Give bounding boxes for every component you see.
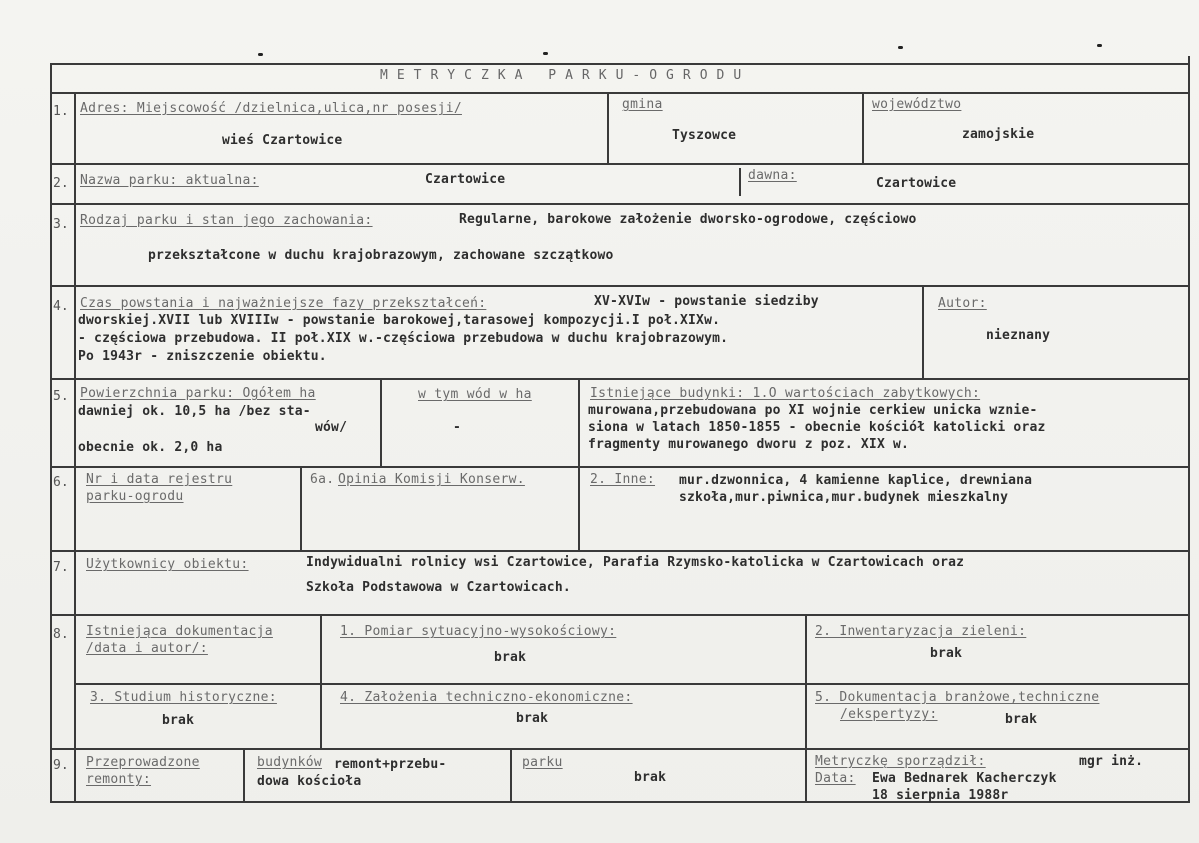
row-separator [50, 92, 1190, 94]
col-separator [380, 378, 382, 466]
frame-right [1188, 56, 1190, 803]
register-label-line1: Nr i data rejestru [86, 472, 233, 487]
area-label: Powierzchnia parku: Ogółem ha [80, 386, 316, 401]
frame-top [50, 63, 1190, 65]
historical-study-value: brak [162, 713, 195, 728]
tech-econ-label: 4. Założenia techniczno-ekonomiczne: [340, 690, 633, 705]
buildings-line1: murowana,przebudowana po XI wojnie cerkiew unicka wznie- [588, 403, 1038, 418]
col-separator [607, 92, 609, 163]
opinion-label: Opinia Komisji Konserw. [338, 472, 525, 487]
park-type-line1: Regularne, barokowe założenie dworsko-ogrodowe, częściowo [459, 212, 917, 227]
old-name-label: dawna: [748, 168, 797, 183]
col-separator [805, 748, 807, 801]
col-separator [320, 614, 322, 748]
buildings-line3: fragmenty murowanego dworu z poz. XIX w. [588, 437, 910, 452]
hole-mark [898, 46, 903, 49]
historical-study-label: 3. Studium historyczne: [90, 690, 277, 705]
address-value: wieś Czartowice [222, 133, 343, 148]
col-separator [578, 378, 580, 550]
renovations-label-line1: Przeprowadzone [86, 755, 200, 770]
row-separator [50, 748, 1190, 750]
history-line4: Po 1943r - zniszczenie obiektu. [78, 349, 327, 364]
section-number: 4. [53, 299, 69, 314]
buildings-renovation-value2: dowa kościoła [257, 774, 362, 789]
history-line3: - częściowa przebudowa. II poł.XIX w.-częściowa przebudowa w duchu krajobrazowym. [78, 331, 729, 346]
frame-bottom [50, 801, 1190, 803]
opinion-number: 6a. [310, 472, 335, 487]
users-line2: Szkoła Podstawowa w Czartowicach. [306, 580, 571, 595]
documentation-label-line1: Istniejąca dokumentacja [86, 624, 273, 639]
park-renovation-label: parku [522, 755, 563, 770]
row-separator [50, 550, 1190, 552]
buildings-line2: siona w latach 1850-1855 - obecnie kościół katolicki oraz [588, 420, 1046, 435]
other-buildings-line2: szkoła,mur.piwnica,mur.budynek mieszkalny [679, 490, 1009, 505]
section-number: 6. [53, 475, 69, 490]
park-type-label: Rodzaj parku i stan jego zachowania: [80, 213, 373, 228]
date-value: 18 sierpnia 1988r [872, 788, 1009, 803]
expertise-label-line1: 5. Dokumentacja branżowe,techniczne [815, 690, 1100, 705]
prepared-by-title: mgr inż. [1079, 754, 1144, 769]
row-separator [50, 203, 1190, 205]
park-name-old: Czartowice [876, 176, 957, 191]
section-number: 5. [53, 389, 69, 404]
row-separator [50, 378, 1190, 380]
row-separator [50, 163, 1190, 165]
other-buildings-line1: mur.dzwonnica, 4 kamienne kaplice, drewniana [679, 473, 1033, 488]
address-label: Adres: Miejscowość /dzielnica,ulica,nr posesji/ [80, 101, 462, 116]
author-label: Autor: [938, 296, 987, 311]
prepared-by-label: Metryczkę sporządził: [815, 754, 986, 769]
number-column-line [74, 92, 76, 802]
area-line1: dawniej ok. 10,5 ha /bez sta- [78, 404, 311, 419]
col-separator [243, 748, 245, 801]
expertise-value: brak [1005, 712, 1038, 727]
form-title: METRYCZKA PARKU-OGRODU [380, 68, 751, 83]
col-separator [739, 168, 741, 196]
section-number: 2. [53, 176, 69, 191]
water-label: w tym wód w ha [418, 387, 532, 402]
history-line1: XV-XVIw - powstanie siedziby [594, 294, 819, 309]
gmina-label: gmina [622, 97, 663, 112]
row-separator [50, 285, 1190, 287]
park-name-label: Nazwa parku: aktualna: [80, 173, 259, 188]
date-label: Data: [815, 771, 856, 786]
row-separator [50, 466, 1190, 468]
register-label-line2: parku-ogrodu [86, 489, 184, 504]
row-separator [74, 683, 1190, 685]
park-renovation-value: brak [634, 770, 667, 785]
history-label: Czas powstania i najważniejsze fazy przekształceń: [80, 296, 487, 311]
other-buildings-label: 2. Inne: [590, 472, 656, 487]
area-line3: obecnie ok. 2,0 ha [78, 440, 223, 455]
buildings-renovation-value1: remont+przebu- [334, 757, 447, 772]
row-separator [50, 614, 1190, 616]
section-number: 1. [53, 104, 69, 119]
area-line2: wów/ [315, 420, 348, 435]
voivodeship-label: województwo [872, 97, 962, 112]
users-line1: Indywidualni rolnicy wsi Czartowice, Parafia Rzymsko-katolicka w Czartowicach oraz [306, 555, 965, 570]
park-type-line2: przekształcone w duchu krajobrazowym, zachowane szczątkowo [148, 248, 614, 263]
park-name-current: Czartowice [425, 172, 506, 187]
prepared-by-name: Ewa Bednarek Kacherczyk [872, 771, 1057, 786]
frame-left [50, 63, 52, 803]
col-separator [300, 466, 302, 550]
section-number: 7. [53, 560, 69, 575]
hole-mark [1097, 44, 1102, 47]
users-label: Użytkownicy obiektu: [86, 557, 249, 572]
col-separator [922, 285, 924, 378]
col-separator [862, 92, 864, 163]
buildings-label: Istniejące budynki: 1.O wartościach zabytkowych: [590, 386, 981, 401]
greenery-inventory-value: brak [930, 646, 963, 661]
section-number: 8. [53, 627, 69, 642]
col-separator [510, 748, 512, 801]
survey-value: brak [494, 650, 527, 665]
author-value: nieznany [986, 328, 1051, 343]
section-number: 3. [53, 217, 69, 232]
hole-mark [543, 52, 548, 55]
tech-econ-value: brak [516, 711, 549, 726]
history-line2: dworskiej.XVII lub XVIIIw - powstanie barokowej,tarasowej kompozycji.I poł.XIXw. [78, 313, 721, 328]
documentation-label-line2: /data i autor/: [86, 641, 208, 656]
section-number: 9. [53, 758, 69, 773]
renovations-label-line2: remonty: [86, 772, 152, 787]
survey-label: 1. Pomiar sytuacyjno-wysokościowy: [340, 624, 617, 639]
col-separator [805, 614, 807, 748]
voivodeship-value: zamojskie [962, 127, 1035, 142]
greenery-inventory-label: 2. Inwentaryzacja zieleni: [815, 624, 1027, 639]
water-value: - [453, 420, 462, 435]
buildings-renovation-label: budynków [257, 755, 323, 770]
hole-mark [258, 53, 263, 56]
gmina-value: Tyszowce [672, 128, 737, 143]
expertise-label-line2: /ekspertyzy: [840, 707, 938, 722]
